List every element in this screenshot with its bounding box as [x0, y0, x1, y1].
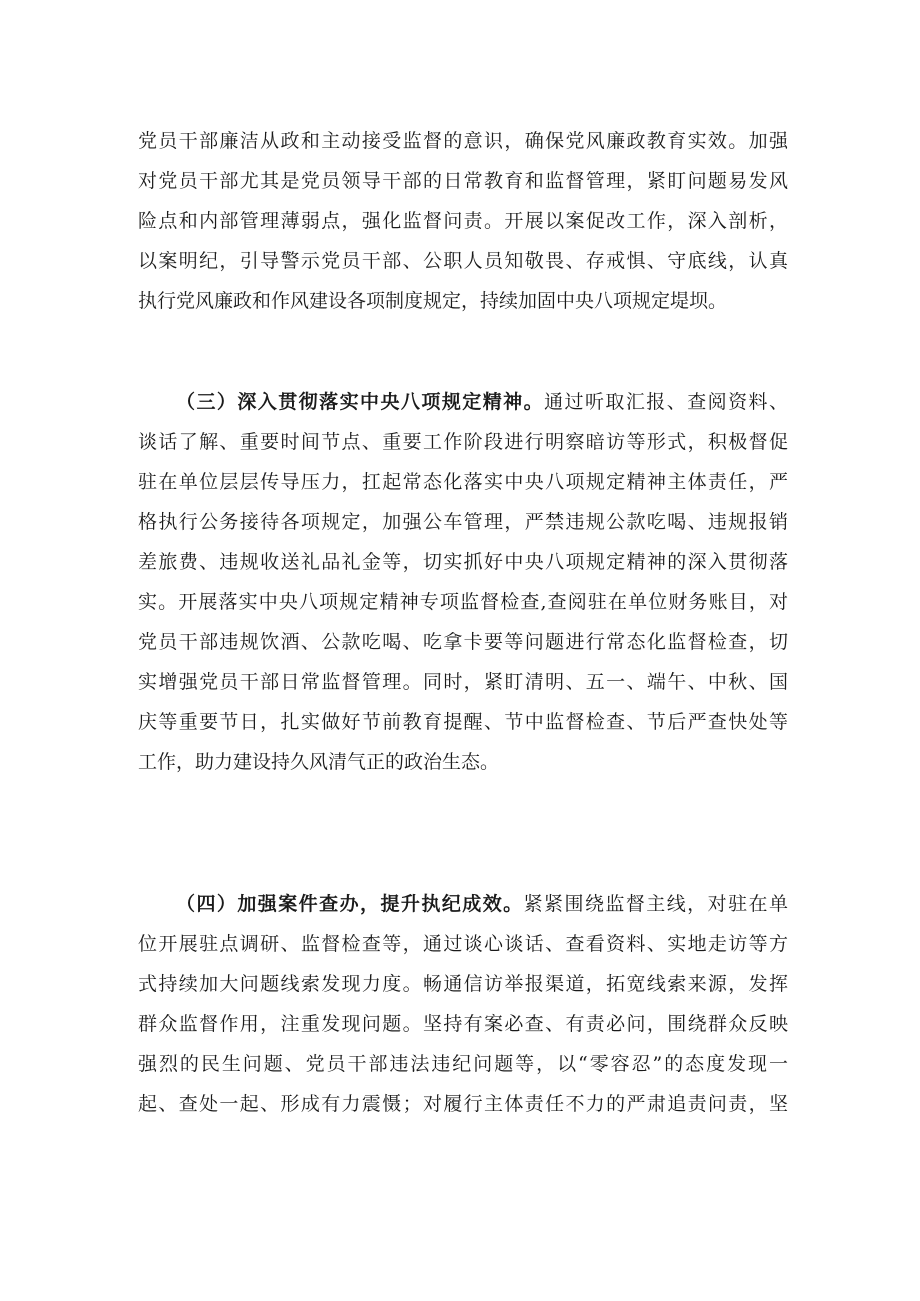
- text-line: 以案明纪，引导警示党员干部、公职人员知敬畏、存戒惧、守底线，认真: [138, 250, 788, 272]
- text-line: 执行党风廉政和作风建设各项制度规定，持续加固中央八项规定堤坝。: [138, 290, 728, 312]
- heading-line-rest: 紧紧围绕监督主线，对驻在单: [523, 893, 788, 915]
- text-line: 起、查处一起、形成有力震慑；对履行主体责任不力的严肃追责问责，坚: [138, 1093, 788, 1115]
- text-line: 格执行公务接待各项规定，加强公车管理，严禁违规公款吃喝、违规报销: [138, 511, 788, 533]
- text-line: 位开展驻点调研、监督检查等，通过谈心谈话、查看资料、实地走访等方: [138, 933, 788, 955]
- text-line: 群众监督作用，注重发现问题。坚持有案必查、有责必问，围绕群众反映: [138, 1013, 788, 1035]
- paragraph-continuation: [138, 121, 788, 321]
- paragraph-section-3: [138, 382, 788, 782]
- text-line: [138, 884, 788, 924]
- text-line: 工作，助力建设持久风清气正的政治生态。: [138, 751, 500, 773]
- text-line: 险点和内部管理薄弱点，强化监督问责。开展以案促改工作，深入剖析，: [138, 210, 788, 232]
- text-line: 谈话了解、重要时间节点、重要工作阶段进行明察暗访等形式，积极督促: [138, 431, 788, 453]
- text-line: 强烈的民生问题、党员干部违法违纪问题等，以“零容忍”的态度发现一: [138, 1053, 788, 1075]
- text-line: 差旅费、违规收送礼品礼金等，切实抓好中央八项规定精神的深入贯彻落: [138, 551, 788, 573]
- section-heading: （三）深入贯彻落实中央八项规定精神。: [176, 391, 545, 413]
- text-line: 实增强党员干部日常监督管理。同时，紧盯清明、五一、端午、中秋、国: [138, 671, 788, 693]
- text-line: 党员干部廉洁从政和主动接受监督的意识，确保党风廉政教育实效。加强: [138, 130, 788, 152]
- text-line: 对党员干部尤其是党员领导干部的日常教育和监督管理，紧盯问题易发风: [138, 170, 788, 192]
- text-line: 实。开展落实中央八项规定精神专项监督检查,查阅驻在单位财务账目，对: [138, 591, 788, 613]
- text-line: 庆等重要节日，扎实做好节前教育提醒、节中监督检查、节后严查快处等: [138, 711, 788, 733]
- section-heading: （四）加强案件查办，提升执纪成效。: [176, 893, 524, 915]
- text-line: 驻在单位层层传导压力，扛起常态化落实中央八项规定精神主体责任，严: [138, 471, 788, 493]
- text-line: 式持续加大问题线索发现力度。畅通信访举报渠道，拓宽线索来源，发挥: [138, 973, 788, 995]
- text-line: 党员干部违规饮酒、公款吃喝、吃拿卡要等问题进行常态化监督检查，切: [138, 631, 788, 653]
- heading-line-rest: 通过听取汇报、查阅资料、: [544, 391, 788, 413]
- text-line: [138, 382, 788, 422]
- paragraph-section-4: [138, 884, 788, 1124]
